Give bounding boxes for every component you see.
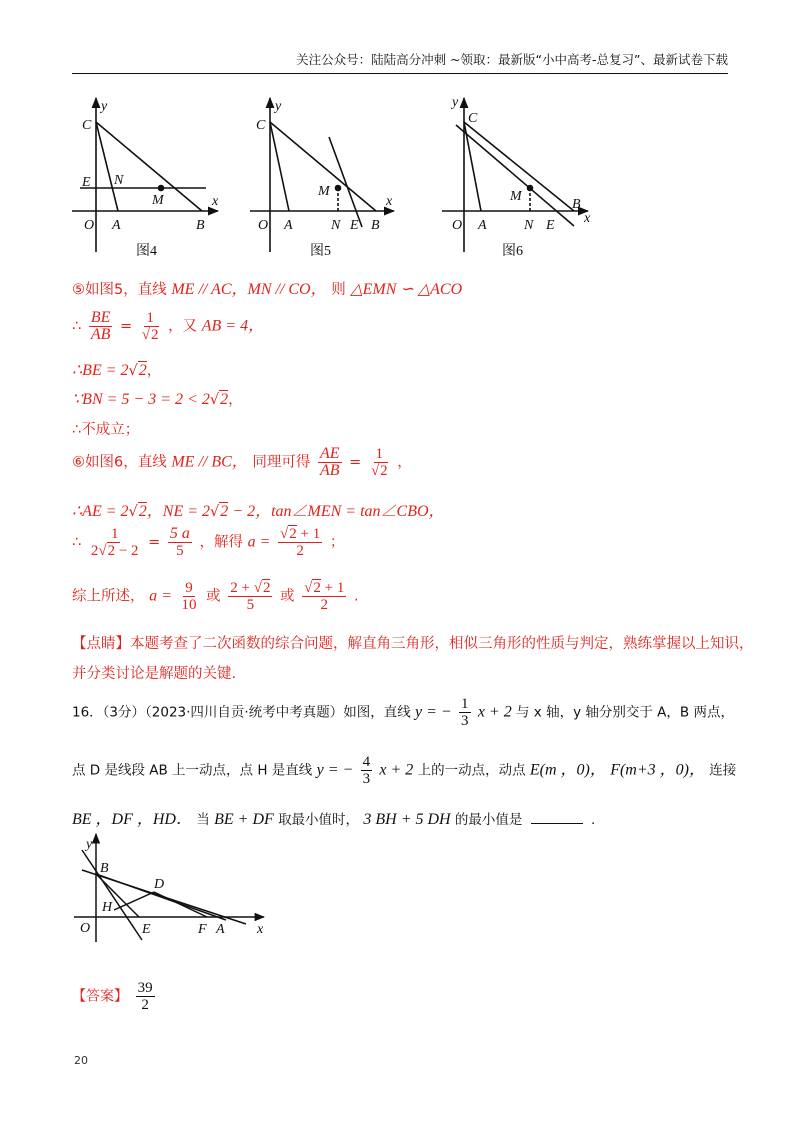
solution-ae-ne-line: ∴AE = 2√2，NE = 2√2 − 2，tan∠MEN = tan∠CBO， (72, 503, 445, 520)
question-16-figure (74, 832, 274, 944)
fig4-label-y: y (101, 99, 108, 114)
solution-ratio-line: ∴ $\frac{BE}{AB}$ = $\frac{1}{√2}$ ，又 AB = 4， (72, 309, 265, 343)
q16-label-o: O (80, 921, 91, 936)
solution-solve-line: ∴ $\frac{1}{2√2 - 2}$ = $\frac{5 a}{5}$ ，解得 a = $\frac{√2 + 1}{2}$ ； (72, 525, 345, 559)
question-16-line-2: 点 D 是线段 AB 上一动点，点 H 是直线 y = − $\frac{4}{3}$ x + 2 上的一动点，动点 E(m ，0)， F(m+3 ，0)， 连接 (72, 754, 737, 787)
fig6-label-a: A (478, 218, 487, 233)
solution-bn-line: ∵BN = 5 − 3 = 2 < 2√2， (72, 391, 243, 408)
solution-summary-line: 综上所述， a = $\frac{9}{10}$ 或 $\frac{2 + √2}{5}$ 或 $\frac{√2 + 1}{2}$ . (72, 580, 359, 613)
figure-row (72, 92, 612, 262)
answer-tag: 【答案】 (72, 988, 128, 1005)
fig6-label-b: B (572, 197, 581, 212)
solution-case6-line: ⑥如图6，直线 ME // BC， 同理可得 $\frac{AE}{AB}$ = $\frac{1}{√2}$ ， (72, 445, 412, 479)
fig4-label-x: x (212, 194, 219, 209)
answer-line: 【答案】 $\frac{39}{2}$ (72, 980, 153, 1013)
question-16-line-1: 16．（3分）（2023·四川自贡·统考中考真题）如图，直线 y = − $\frac{1}{3}$ x + 2 与 x 轴，y 轴分别交于 A，B 两点， (72, 696, 734, 729)
page-header: 关注公众号：陆陆高分冲刺 ~领取：最新版“小中高考-总复习”、最新试卷下载 (296, 52, 728, 67)
remark-line-1: 【点睛】本题考查了二次函数的综合问题，解直角三角形，相似三角形的性质与判定，熟练掌握以上知识， (72, 636, 754, 652)
q16-label-y: y (86, 837, 93, 852)
q16-label-d: D (154, 877, 165, 892)
fig5-label-e: E (350, 218, 359, 233)
fig6-label-m: M (510, 189, 522, 204)
q16-label-h: H (102, 900, 113, 915)
fig4-label-b: B (196, 218, 205, 233)
fig6-label-n: N (524, 218, 534, 233)
fig6-label-y: y (452, 95, 459, 110)
fig6-label-x: x (584, 211, 591, 226)
fig6-label-e: E (546, 218, 555, 233)
fig5-label-c: C (256, 118, 266, 133)
fig6-label-c: C (468, 111, 478, 126)
fig4-label-n: N (114, 173, 124, 188)
page-number: 20 (74, 1054, 88, 1067)
remark-line-2: 并分类讨论是解题的关键. (72, 666, 237, 682)
fig4-label-e: E (82, 175, 91, 190)
fig4-caption: 图4 (136, 244, 157, 259)
fig5-label-o: O (258, 218, 269, 233)
figure-6 (442, 98, 588, 252)
fig5-label-y: y (275, 99, 282, 114)
fig4-label-c: C (82, 118, 92, 133)
fig5-label-n: N (331, 218, 341, 233)
fig5-caption: 图5 (310, 244, 331, 259)
fig4-label-o: O (84, 218, 95, 233)
fig4-label-m: M (152, 193, 164, 208)
question-16-line-3: BE ，DF ，HD． 当 BE + DF 取最小值时， 3 BH + 5 DH 的最小值是 . (72, 811, 596, 828)
fig5-label-x: x (386, 194, 393, 209)
q16-label-a: A (216, 922, 225, 937)
q16-label-f: F (198, 922, 207, 937)
fig5-label-m: M (318, 184, 330, 199)
q16-label-x: x (257, 922, 264, 937)
solution-be-line: ∴BE = 2√2， (72, 362, 162, 379)
answer-blank[interactable] (531, 823, 583, 824)
q16-label-e: E (142, 922, 151, 937)
fig4-label-a: A (112, 218, 121, 233)
fig5-label-b: B (371, 218, 380, 233)
fig6-label-o: O (452, 218, 463, 233)
fig6-caption: 图6 (502, 244, 523, 259)
q16-label-b: B (100, 861, 109, 876)
fig5-label-a: A (284, 218, 293, 233)
solution-not-hold-line: ∴不成立； (72, 422, 140, 438)
solution-case5-line: ⑤如图5，直线 ME // AC，MN // CO， 则 △EMN ∽ △ACO (72, 281, 463, 298)
header-rule (72, 73, 728, 74)
